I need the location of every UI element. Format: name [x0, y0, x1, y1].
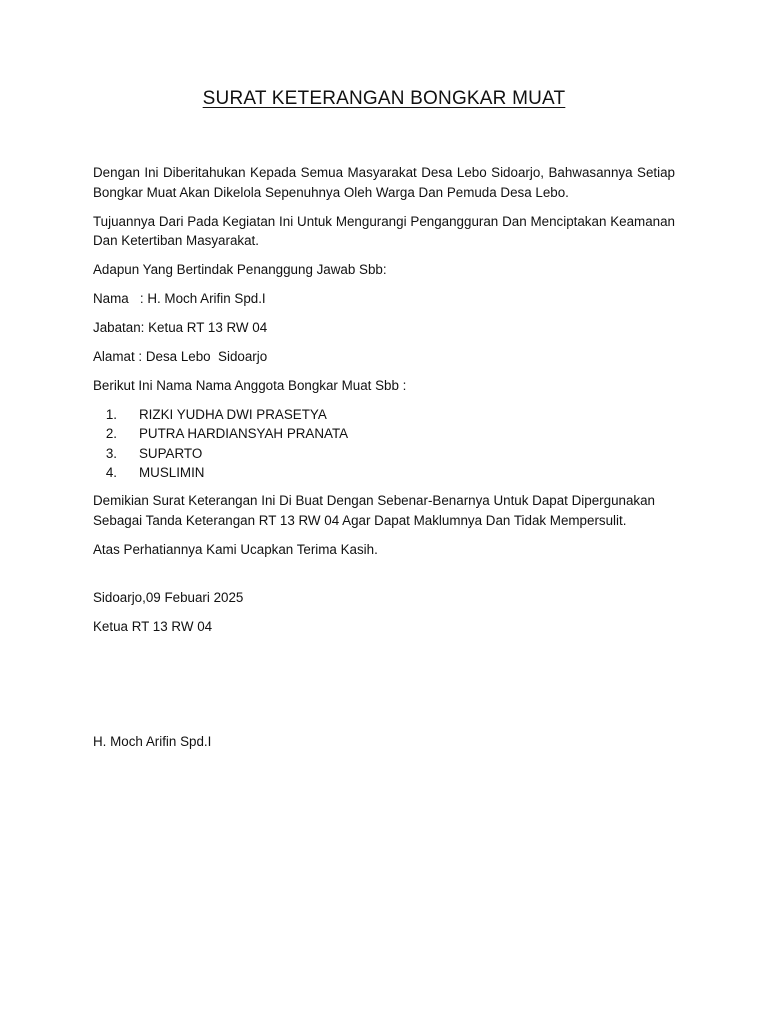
purpose-paragraph: Tujuannya Dari Pada Kegiatan Ini Untuk Mengurangi Pengangguran Dan Menciptakan Keamanan Dan Ketertiban Masyarakat.	[93, 213, 675, 248]
jabatan-line: Jabatan: Ketua RT 13 RW 04	[93, 320, 268, 335]
document-title-text: SURAT KETERANGAN BONGKAR MUAT	[202, 88, 566, 109]
intro-paragraph: Dengan Ini Diberitahukan Kepada Semua Masyarakat Desa Lebo Sidoarjo, Bahwasannya Setiap Bongkar Muat Akan Dikelola Sepenuhnya Oleh Warga Dan Pemuda Desa Lebo.	[93, 165, 675, 200]
list-item-name: PUTRA HARDIANSYAH PRANATA	[139, 426, 349, 442]
signer-title: Ketua RT 13 RW 04	[93, 618, 213, 634]
list-item-number: 1.	[105, 407, 117, 422]
place-date: Sidoarjo,09 Febuari 2025	[93, 589, 244, 605]
alamat-line: Alamat : Desa Lebo Sidoarjo	[93, 349, 268, 364]
list-item-number: 3.	[105, 445, 117, 461]
list-item	[93, 463, 675, 482]
thanks-paragraph: Atas Perhatiannya Kami Ucapkan Terima Kasih.	[93, 541, 378, 557]
list-item	[93, 405, 675, 424]
list-item	[93, 444, 675, 463]
list-item-number: 4.	[105, 464, 117, 480]
members-intro: Berikut Ini Nama Nama Anggota Bongkar Muat Sbb :	[93, 378, 407, 393]
responsible-intro: Adapun Yang Bertindak Penanggung Jawab Sbb:	[93, 262, 387, 277]
document-body	[93, 163, 675, 761]
list-item-number: 2.	[105, 426, 117, 442]
list-item-name: MUSLIMIN	[139, 464, 205, 480]
spacer	[93, 569, 675, 588]
list-item-name: SUPARTO	[139, 445, 203, 461]
nama-line: Nama : H. Moch Arifin Spd.I	[93, 291, 266, 306]
members-list	[93, 405, 675, 482]
signer-name: H. Moch Arifin Spd.I	[93, 733, 212, 749]
list-item	[93, 424, 675, 443]
closing-paragraph: Demikian Surat Keterangan Ini Di Buat Dengan Sebenar-Benarnya Untuk Dapat Dipergunakan Sebagai Tanda Keterangan RT 13 RW 04 Agar Dapat Maklumnya Dan Tidak Mempersulit.	[93, 493, 656, 528]
signature-space	[93, 646, 675, 732]
list-item-name: RIZKI YUDHA DWI PRASETYA	[139, 407, 327, 422]
document-title	[0, 88, 768, 110]
